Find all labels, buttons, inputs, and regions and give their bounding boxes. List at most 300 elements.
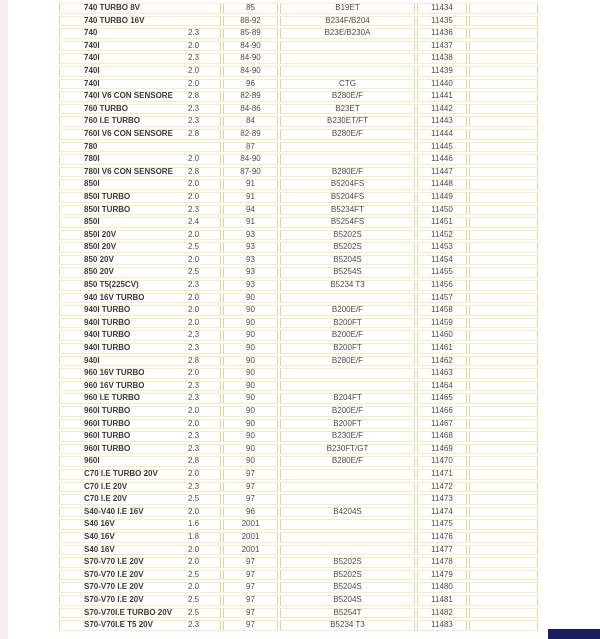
engine-size-value: 2.3 — [188, 53, 200, 63]
years-cell: 2001 — [223, 545, 278, 556]
engine-code-cell — [280, 142, 415, 153]
model-cell — [59, 469, 221, 480]
part-number-cell: 11483 — [417, 620, 467, 631]
engine-size-value: 2.8 — [188, 456, 200, 466]
table-row — [59, 507, 538, 518]
table-row — [59, 79, 538, 90]
engine-code-cell — [280, 66, 415, 77]
years-cell: 87 — [223, 142, 278, 153]
engine-code-cell: B280E/F — [280, 456, 415, 467]
years-cell: 90 — [223, 356, 278, 367]
empty-cell — [469, 104, 538, 115]
empty-cell — [469, 620, 538, 631]
table-row — [59, 3, 538, 14]
part-number-cell: 11477 — [417, 545, 467, 556]
engine-code-cell: B280E/F — [280, 167, 415, 178]
part-number-cell: 11438 — [417, 53, 467, 64]
engine-size-value: 2.0 — [188, 544, 200, 554]
model-label: 760 I.E TURBO — [84, 116, 141, 126]
engine-size-value: 2.0 — [188, 418, 200, 428]
empty-cell — [469, 356, 538, 367]
model-cell — [59, 482, 221, 493]
model-label: S40 16V — [84, 519, 115, 529]
table-row — [59, 431, 538, 442]
empty-cell — [469, 192, 538, 203]
engine-size-value: 2.3 — [188, 103, 200, 113]
years-cell: 97 — [223, 608, 278, 619]
engine-code-cell: B5204FS — [280, 179, 415, 190]
engine-code-cell: B5254FS — [280, 217, 415, 228]
model-label: 940I TURBO — [84, 305, 131, 315]
model-label: S40-V40 I.E 16V — [84, 506, 144, 516]
model-cell — [59, 66, 221, 77]
years-cell: 90 — [223, 444, 278, 455]
empty-cell — [469, 129, 538, 140]
model-label: 780 — [84, 141, 98, 151]
engine-size-value: 2.3 — [188, 380, 200, 390]
model-label: S70-V70 I.E 20V — [84, 594, 144, 604]
years-cell: 97 — [223, 620, 278, 631]
part-number-cell: 11479 — [417, 570, 467, 581]
empty-cell — [469, 154, 538, 165]
table-row — [59, 142, 538, 153]
empty-cell — [469, 368, 538, 379]
years-cell: 97 — [223, 482, 278, 493]
model-label: 940 16V TURBO — [84, 292, 145, 302]
table-row — [59, 179, 538, 190]
table-row — [59, 545, 538, 556]
part-number-cell: 11453 — [417, 242, 467, 253]
empty-cell — [469, 179, 538, 190]
model-cell — [59, 330, 221, 341]
part-number-cell: 11458 — [417, 305, 467, 316]
model-cell — [59, 368, 221, 379]
part-number-cell: 11469 — [417, 444, 467, 455]
part-number-cell: 11462 — [417, 356, 467, 367]
part-number-cell: 11468 — [417, 431, 467, 442]
engine-code-cell: B5234FT — [280, 205, 415, 216]
empty-cell — [469, 142, 538, 153]
part-number-cell: 11482 — [417, 608, 467, 619]
engine-size-value: 2.0 — [188, 254, 200, 264]
years-cell: 87-90 — [223, 167, 278, 178]
empty-cell — [469, 255, 538, 266]
engine-size-value: 2.5 — [188, 494, 200, 504]
engine-code-cell: B5202S — [280, 230, 415, 241]
years-cell: 90 — [223, 431, 278, 442]
model-label: 850 20V — [84, 254, 114, 264]
parts-table-body — [59, 3, 538, 631]
empty-cell — [469, 582, 538, 593]
model-label: 740I — [84, 40, 100, 50]
empty-cell — [469, 3, 538, 14]
engine-code-cell — [280, 381, 415, 392]
engine-code-cell — [280, 469, 415, 480]
model-label: C70 I.E 20V — [84, 481, 128, 491]
engine-code-cell: B5202S — [280, 557, 415, 568]
engine-code-cell: B204FT — [280, 393, 415, 404]
model-label: 940I TURBO — [84, 343, 131, 353]
model-label: 960I TURBO — [84, 406, 131, 415]
part-number-cell: 11467 — [417, 419, 467, 430]
years-cell: 93 — [223, 242, 278, 253]
model-cell — [59, 595, 221, 606]
empty-cell — [469, 494, 538, 505]
engine-size-value: 2.0 — [188, 65, 200, 75]
table-row — [59, 557, 538, 568]
model-cell — [59, 205, 221, 216]
model-label: 760 TURBO — [84, 103, 129, 113]
engine-code-cell: B200E/F — [280, 330, 415, 341]
model-label: 740 TURBO 8V — [84, 3, 141, 12]
empty-cell — [469, 242, 538, 253]
model-label: C70 I.E TURBO 20V — [84, 468, 158, 478]
empty-cell — [469, 330, 538, 341]
model-label: S40 16V — [84, 544, 115, 554]
years-cell: 90 — [223, 393, 278, 404]
engine-size-value: 2.0 — [188, 557, 200, 567]
years-cell: 2001 — [223, 519, 278, 530]
model-cell — [59, 444, 221, 455]
years-cell: 90 — [223, 368, 278, 379]
model-cell — [59, 419, 221, 430]
model-cell — [59, 620, 221, 631]
part-number-cell: 11455 — [417, 267, 467, 278]
engine-code-cell — [280, 532, 415, 543]
part-number-cell: 11461 — [417, 343, 467, 354]
model-cell — [59, 53, 221, 64]
engine-size-value: 2.3 — [188, 481, 200, 491]
part-number-cell: 11451 — [417, 217, 467, 228]
model-label: 850I — [84, 217, 100, 227]
engine-size-value: 2.0 — [188, 317, 200, 327]
table-row — [59, 570, 538, 581]
part-number-cell: 11449 — [417, 192, 467, 203]
model-label: 940I TURBO — [84, 330, 131, 340]
engine-size-value: 2.0 — [188, 78, 200, 88]
years-cell: 90 — [223, 318, 278, 329]
engine-size-value: 2.8 — [188, 355, 200, 365]
table-row — [59, 267, 538, 278]
model-label: 850 20V — [84, 267, 114, 277]
table-row — [59, 620, 538, 631]
empty-cell — [469, 205, 538, 216]
empty-cell — [469, 519, 538, 530]
table-row — [59, 305, 538, 316]
engine-code-cell: B200FT — [280, 318, 415, 329]
empty-cell — [469, 293, 538, 304]
model-label: S70-V70I.E T5 20V — [84, 620, 153, 630]
years-cell: 97 — [223, 557, 278, 568]
part-number-cell: 11441 — [417, 91, 467, 102]
table-row — [59, 217, 538, 228]
engine-size-value: 1.6 — [188, 519, 200, 529]
part-number-cell: 11439 — [417, 66, 467, 77]
empty-cell — [469, 482, 538, 493]
model-label: S70-V70 I.E 20V — [84, 582, 144, 592]
engine-code-cell: B5202S — [280, 570, 415, 581]
empty-cell — [469, 318, 538, 329]
empty-cell — [469, 532, 538, 543]
model-cell — [59, 255, 221, 266]
years-cell: 90 — [223, 419, 278, 430]
engine-code-cell: B5202S — [280, 242, 415, 253]
engine-code-cell: B5204FS — [280, 192, 415, 203]
table-row — [59, 41, 538, 52]
model-cell — [59, 570, 221, 581]
empty-cell — [469, 41, 538, 52]
table-row — [59, 230, 538, 241]
part-number-cell: 11470 — [417, 456, 467, 467]
table-row — [59, 255, 538, 266]
model-cell — [59, 41, 221, 52]
part-number-cell: 11443 — [417, 116, 467, 127]
engine-size-value: 2.3 — [188, 431, 200, 441]
years-cell: 84-90 — [223, 154, 278, 165]
engine-size-value: 2.3 — [188, 28, 200, 38]
bottom-right-navy-bar — [548, 629, 600, 639]
part-number-cell: 11481 — [417, 595, 467, 606]
model-cell — [59, 104, 221, 115]
table-row — [59, 356, 538, 367]
engine-code-cell: B200FT — [280, 419, 415, 430]
empty-cell — [469, 167, 538, 178]
empty-cell — [469, 469, 538, 480]
engine-code-cell: B5204S — [280, 582, 415, 593]
engine-size-value: 2.0 — [188, 368, 200, 378]
engine-size-value: 2.8 — [188, 128, 200, 138]
part-number-cell: 11476 — [417, 532, 467, 543]
engine-code-cell: B5234 T3 — [280, 620, 415, 631]
model-cell — [59, 217, 221, 228]
engine-size-value: 2.0 — [188, 179, 200, 189]
years-cell: 90 — [223, 456, 278, 467]
years-cell: 93 — [223, 255, 278, 266]
table-row — [59, 419, 538, 430]
table-row — [59, 28, 538, 39]
engine-code-cell: B200E/F — [280, 305, 415, 316]
years-cell: 2001 — [223, 532, 278, 543]
years-cell: 85 — [223, 3, 278, 14]
part-number-cell: 11448 — [417, 179, 467, 190]
part-number-cell: 11464 — [417, 381, 467, 392]
part-number-cell: 11472 — [417, 482, 467, 493]
engine-code-cell: B230ET/FT — [280, 116, 415, 127]
years-cell: 96 — [223, 507, 278, 518]
engine-code-cell: B230E/F — [280, 431, 415, 442]
model-label: C70 I.E 20V — [84, 494, 128, 504]
empty-cell — [469, 557, 538, 568]
engine-code-cell — [280, 519, 415, 530]
model-label: 850I TURBO — [84, 204, 131, 214]
part-number-cell: 11437 — [417, 41, 467, 52]
model-cell — [59, 406, 221, 417]
table-row — [59, 129, 538, 140]
table-row — [59, 582, 538, 593]
model-cell — [59, 519, 221, 530]
engine-size-value: 2.5 — [188, 267, 200, 277]
model-cell — [59, 532, 221, 543]
model-cell — [59, 305, 221, 316]
empty-cell — [469, 381, 538, 392]
model-cell — [59, 129, 221, 140]
engine-code-cell: B19ET — [280, 3, 415, 14]
years-cell: 88-92 — [223, 16, 278, 27]
part-number-cell: 11447 — [417, 167, 467, 178]
model-label: S70-V70 I.E 20V — [84, 569, 144, 579]
engine-size-value: 1.8 — [188, 531, 200, 541]
empty-cell — [469, 66, 538, 77]
part-number-cell: 11442 — [417, 104, 467, 115]
table-row — [59, 318, 538, 329]
model-label: 960 I.E TURBO — [84, 393, 141, 403]
engine-size-value: 2.3 — [188, 330, 200, 340]
table-row — [59, 293, 538, 304]
part-number-cell: 11450 — [417, 205, 467, 216]
empty-cell — [469, 16, 538, 27]
model-cell — [59, 116, 221, 127]
engine-size-value: 2.0 — [188, 229, 200, 239]
engine-size-value: 2.4 — [188, 217, 200, 227]
engine-code-cell: B5204S — [280, 255, 415, 266]
empty-cell — [469, 343, 538, 354]
empty-cell — [469, 595, 538, 606]
engine-code-cell — [280, 482, 415, 493]
model-label: 940I TURBO — [84, 317, 131, 327]
model-cell — [59, 179, 221, 190]
years-cell: 90 — [223, 406, 278, 417]
engine-code-cell: B5254T — [280, 608, 415, 619]
years-cell: 97 — [223, 469, 278, 480]
engine-code-cell: B200FT — [280, 343, 415, 354]
empty-cell — [469, 570, 538, 581]
empty-cell — [469, 431, 538, 442]
model-label: 960I TURBO — [84, 418, 131, 428]
engine-code-cell — [280, 545, 415, 556]
years-cell: 93 — [223, 230, 278, 241]
engine-code-cell: B280E/F — [280, 91, 415, 102]
part-number-cell: 11471 — [417, 469, 467, 480]
table-row — [59, 66, 538, 77]
table-row — [59, 205, 538, 216]
part-number-cell: 11446 — [417, 154, 467, 165]
part-number-cell: 11435 — [417, 16, 467, 27]
engine-size-value: 2.0 — [188, 305, 200, 315]
part-number-cell: 11478 — [417, 557, 467, 568]
model-cell — [59, 356, 221, 367]
engine-code-cell: B23ET — [280, 104, 415, 115]
engine-code-cell: B23E/B230A — [280, 28, 415, 39]
table-row — [59, 330, 538, 341]
model-cell — [59, 267, 221, 278]
engine-size-value: 2.3 — [188, 393, 200, 403]
empty-cell — [469, 116, 538, 127]
table-row — [59, 104, 538, 115]
engine-size-value: 2.3 — [188, 116, 200, 126]
model-cell — [59, 154, 221, 165]
model-cell — [59, 582, 221, 593]
years-cell: 82-89 — [223, 91, 278, 102]
years-cell: 91 — [223, 217, 278, 228]
table-row — [59, 343, 538, 354]
empty-cell — [469, 305, 538, 316]
engine-size-value: 2.0 — [188, 506, 200, 516]
table-row — [59, 91, 538, 102]
years-cell: 91 — [223, 179, 278, 190]
engine-code-cell: B5254S — [280, 267, 415, 278]
years-cell: 97 — [223, 570, 278, 581]
model-label: 850I TURBO — [84, 191, 131, 201]
engine-size-value: 2.0 — [188, 40, 200, 50]
engine-size-value: 2.0 — [188, 292, 200, 302]
engine-size-value: 2.0 — [188, 191, 200, 201]
model-cell — [59, 494, 221, 505]
table-row — [59, 608, 538, 619]
engine-code-cell: CTG — [280, 79, 415, 90]
part-number-cell: 11460 — [417, 330, 467, 341]
model-label: 960I TURBO — [84, 443, 131, 453]
model-label: 740I — [84, 53, 100, 63]
model-cell — [59, 79, 221, 90]
years-cell: 97 — [223, 494, 278, 505]
empty-cell — [469, 406, 538, 417]
years-cell: 82-89 — [223, 129, 278, 140]
part-number-cell: 11466 — [417, 406, 467, 417]
page-left-margin-strip — [0, 0, 8, 639]
part-number-cell: 11475 — [417, 519, 467, 530]
engine-size-value: 2.5 — [188, 242, 200, 252]
model-cell — [59, 608, 221, 619]
years-cell: 84-90 — [223, 41, 278, 52]
engine-code-cell: B200E/F — [280, 406, 415, 417]
years-cell: 90 — [223, 343, 278, 354]
years-cell: 94 — [223, 205, 278, 216]
part-number-cell: 11436 — [417, 28, 467, 39]
engine-size-value: 2.5 — [188, 569, 200, 579]
model-cell — [59, 280, 221, 291]
part-number-cell: 11473 — [417, 494, 467, 505]
empty-cell — [469, 608, 538, 619]
model-cell — [59, 431, 221, 442]
engine-size-value: 2.0 — [188, 468, 200, 478]
model-label: 740I V6 CON SENSORE — [84, 91, 173, 101]
model-cell — [59, 318, 221, 329]
empty-cell — [469, 28, 538, 39]
model-label: 850I 20V — [84, 229, 117, 239]
model-label: 780I — [84, 154, 100, 164]
table-row — [59, 16, 538, 27]
table-row — [59, 444, 538, 455]
empty-cell — [469, 53, 538, 64]
model-cell — [59, 16, 221, 27]
empty-cell — [469, 79, 538, 90]
years-cell: 84-90 — [223, 66, 278, 77]
engine-size-value: 2.0 — [188, 582, 200, 592]
model-label: 780I V6 CON SENSORE — [84, 166, 173, 176]
table-row — [59, 53, 538, 64]
model-cell — [59, 230, 221, 241]
years-cell: 90 — [223, 381, 278, 392]
engine-code-cell: B5204S — [280, 595, 415, 606]
years-cell: 90 — [223, 293, 278, 304]
engine-size-value: 2.3 — [188, 443, 200, 453]
part-number-cell: 11474 — [417, 507, 467, 518]
model-label: 850 T5(225CV) — [84, 280, 139, 290]
table-row — [59, 242, 538, 253]
empty-cell — [469, 419, 538, 430]
model-label: 960 16V TURBO — [84, 380, 145, 390]
part-number-cell: 11444 — [417, 129, 467, 140]
